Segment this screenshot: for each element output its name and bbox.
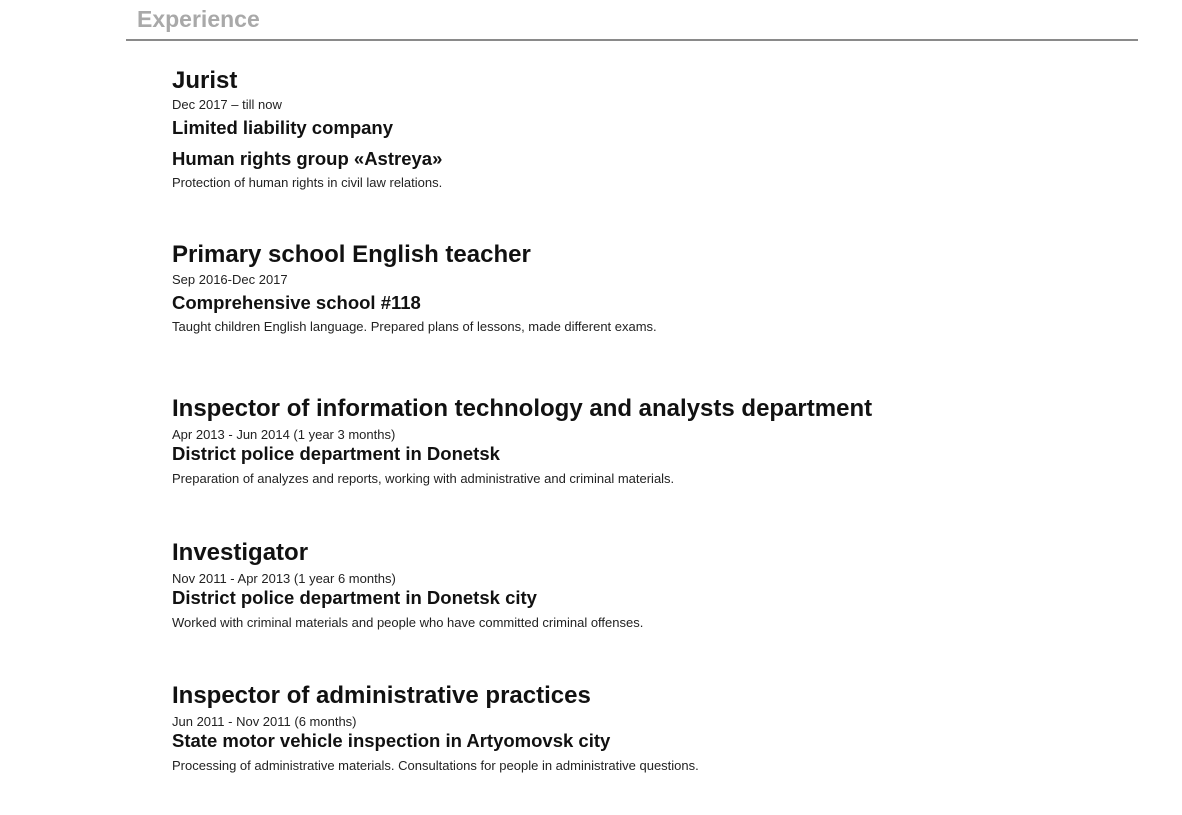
job-dates: Dec 2017 – till now	[172, 97, 282, 112]
job-organization: State motor vehicle inspection in Artyomovsk city	[172, 730, 611, 751]
job-dates: Nov 2011 - Apr 2013 (1 year 6 months)	[172, 571, 396, 586]
section-divider	[126, 39, 1138, 41]
experience-entry	[172, 395, 872, 487]
job-description: Preparation of analyzes and reports, working with administrative and criminal materials.	[172, 471, 675, 486]
job-organization: District police department in Donetsk city	[172, 587, 537, 608]
job-dates: Jun 2011 - Nov 2011 (6 months)	[172, 714, 357, 729]
job-title: Jurist	[172, 67, 238, 94]
job-organization: Human rights group «Astreya»	[172, 148, 443, 169]
job-title: Inspector of information technology and analysts department	[172, 395, 873, 422]
job-organization: Limited liability company	[172, 117, 394, 138]
job-description: Taught children English language. Prepared plans of lessons, made different exams.	[172, 319, 657, 334]
experience-entry	[172, 241, 657, 335]
job-description: Worked with criminal materials and people who have committed criminal offenses.	[172, 615, 644, 630]
job-title: Primary school English teacher	[172, 241, 531, 268]
job-dates: Sep 2016-Dec 2017	[172, 272, 288, 287]
job-description: Processing of administrative materials. Consultations for people in administrative questions.	[172, 758, 699, 773]
experience-entry	[172, 67, 442, 191]
job-title: Inspector of administrative practices	[172, 682, 591, 709]
job-organization: Comprehensive school #118	[172, 292, 421, 313]
job-organization: District police department in Donetsk	[172, 443, 500, 464]
job-title: Investigator	[172, 539, 309, 566]
experience-entry	[172, 539, 643, 631]
section-title: Experience	[137, 6, 260, 32]
experience-entry	[172, 682, 699, 774]
job-description: Protection of human rights in civil law relations.	[172, 175, 443, 190]
job-dates: Apr 2013 - Jun 2014 (1 year 3 months)	[172, 427, 396, 442]
